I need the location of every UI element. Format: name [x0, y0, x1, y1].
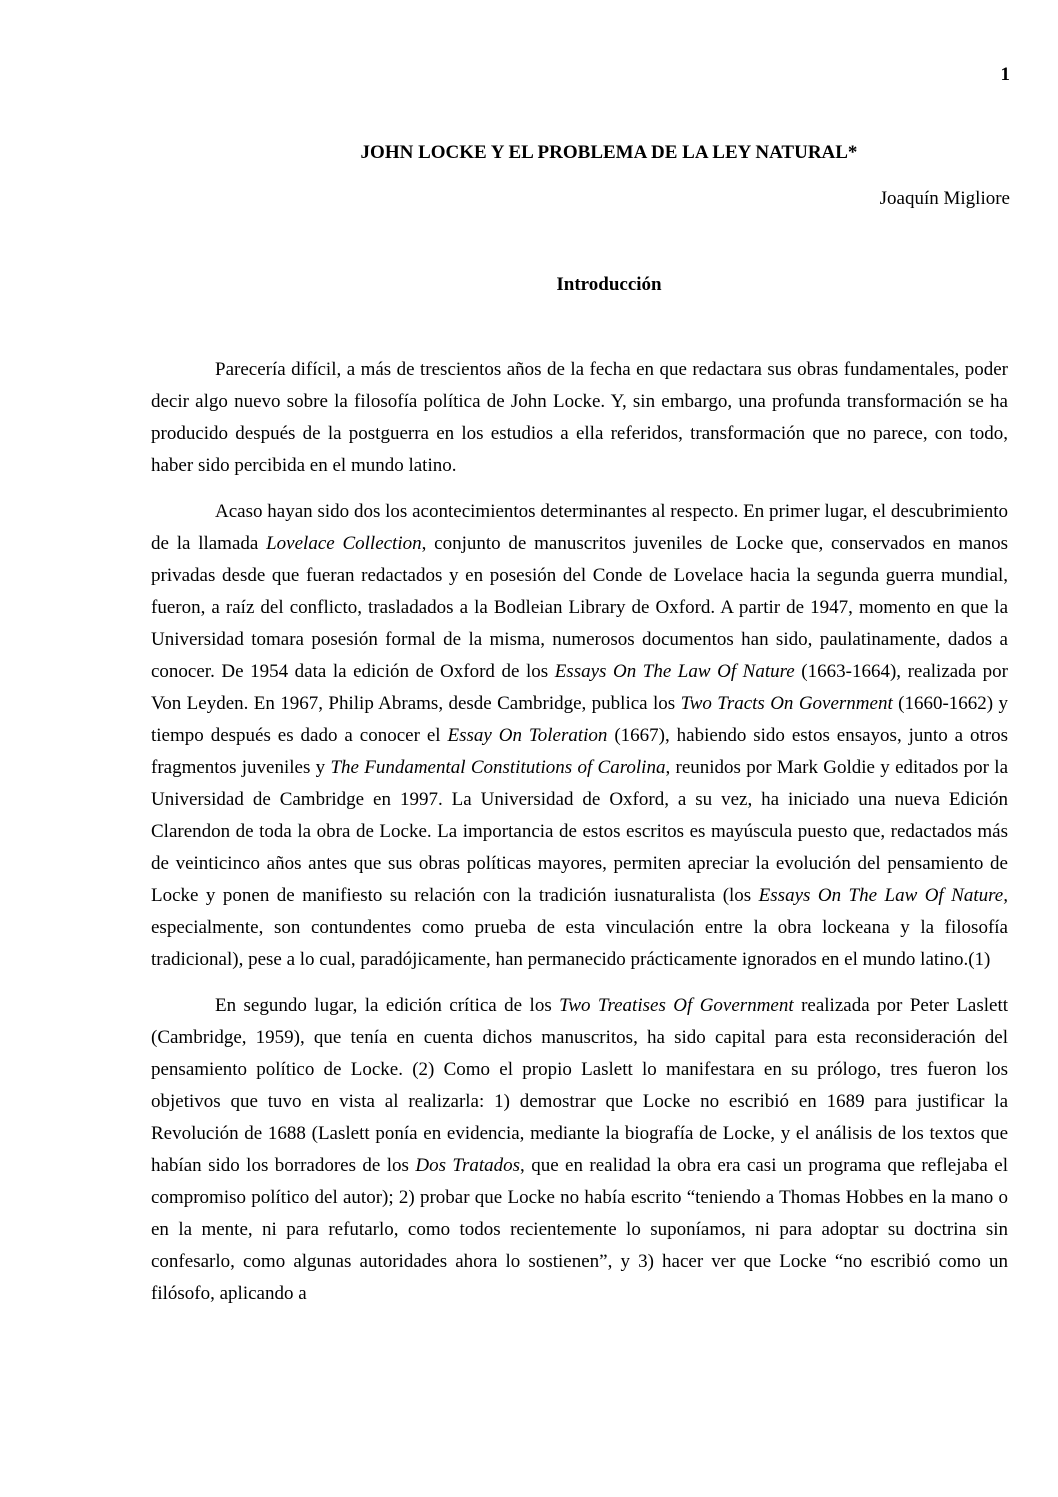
text-segment: realizada por Peter Laslett (Cambridge, 1959), que tenía en cuenta dichos manuscritos, ha sido capital para esta reconsideración del pensamiento político de Locke. (2) Como el propio Laslett lo manifestara en su prólogo, tres fueron los objetivos que tuvo en vista al realizarla: 1) demostrar que Locke no escribió en 1689 para justificar la Revolución de 1688 (Laslett ponía en evidencia, mediante la biografía de Locke, y el análisis de los textos que habían sido los borradores de los [151, 995, 1009, 1176]
italic-title: The Fundamental Constitutions of Carolina [330, 757, 666, 778]
italic-title: Lovelace Collection [266, 533, 422, 554]
text-segment: , reunidos por Mark Goldie y editados por la Universidad de Cambridge en 1997. La Universidad de Oxford, a su vez, ha iniciado una nueva Edición Clarendon de toda la obra de Locke. La importancia de estos escritos es mayúscula puesto que, redactados más de veinticinco años antes que sus obras políticas mayores, permiten apreciar la evolución del pensamiento de Locke y ponen de manifiesto su relación con la tradición iusnaturalista (los [151, 757, 1009, 906]
text-segment: especialmente, son contundentes como prueba de esta vinculación entre la obra lockeana y la filosofía tradicional), pese a lo cual, paradójicamente, han permanecido prácticamente ignorados en el mundo latino.(1) [151, 917, 1008, 970]
text-segment: (1667), habiendo sido estos ensayos, junto a otros fragmentos juveniles y [151, 725, 1008, 778]
section-heading: Introducción [556, 274, 662, 295]
paragraph [151, 354, 1008, 482]
italic-title: Two Treatises Of Government [559, 995, 794, 1016]
document-title: JOHN LOCKE Y EL PROBLEMA DE LA LEY NATURAL* [360, 142, 858, 163]
text-segment: (1663-1664), realizada por Von Leyden. En 1967, Philip Abrams, desde Cambridge, publica los [151, 661, 1008, 714]
italic-title: Dos Tratados [415, 1155, 521, 1176]
italic-title: Essays On The Law Of Nature, [758, 885, 1008, 906]
text-segment: (1660-1662) y tiempo después es dado a conocer el [151, 693, 1009, 746]
text-segment: , conjunto de manuscritos juveniles de Locke que, conservados en manos privadas desde que fueran redactados y en posesión del Conde de Lovelace hacia la segunda guerra mundial, fueron, a raíz del conflicto, trasladados a la Bodleian Library de Oxford. A partir de 1947, momento en que la Universidad tomara posesión formal de la misma, numerosos documentos han sido, paulatinamente, dados a conocer. De 1954 data la edición de Oxford de los [151, 533, 1009, 682]
body-text [151, 354, 1008, 1310]
text-segment: , que en realidad la obra era casi un programa que reflejaba el compromiso político del autor); 2) probar que Locke no había escrito “teniendo a Thomas Hobbes en la mano o en la mente, ni para refutarlo, como todos recientemente lo suponíamos, ni para adoptar su doctrina sin confesarlo, como algunas autoridades ahora lo sostienen”, y 3) hacer ver que Locke “no escribió como un filósofo, aplicando a [151, 1155, 1008, 1304]
paragraph [151, 496, 1008, 976]
author-name: Joaquín Migliore [879, 188, 1010, 209]
text-segment: Parecería difícil, a más de trescientos años de la fecha en que redactara sus obras fundamentales, poder decir algo nuevo sobre la filosofía política de John Locke. Y, sin embargo, una profunda transformación se ha producido después de la postguerra en los estudios a ella referidos, transformación que no parece, con todo, haber sido percibida en el mundo latino. [151, 359, 1008, 476]
page-number: 1 [1000, 64, 1010, 85]
paragraph [151, 990, 1008, 1310]
italic-title: Essays On The Law Of Nature [554, 661, 795, 682]
italic-title: Essay On Toleration [447, 725, 608, 746]
text-segment: En segundo lugar, la edición crítica de los [215, 995, 560, 1016]
italic-title: Two Tracts On Government [680, 693, 893, 714]
text-segment: Acaso hayan sido dos los acontecimientos determinantes al respecto. En primer lugar, el descubrimiento de la llamada [151, 501, 1008, 554]
